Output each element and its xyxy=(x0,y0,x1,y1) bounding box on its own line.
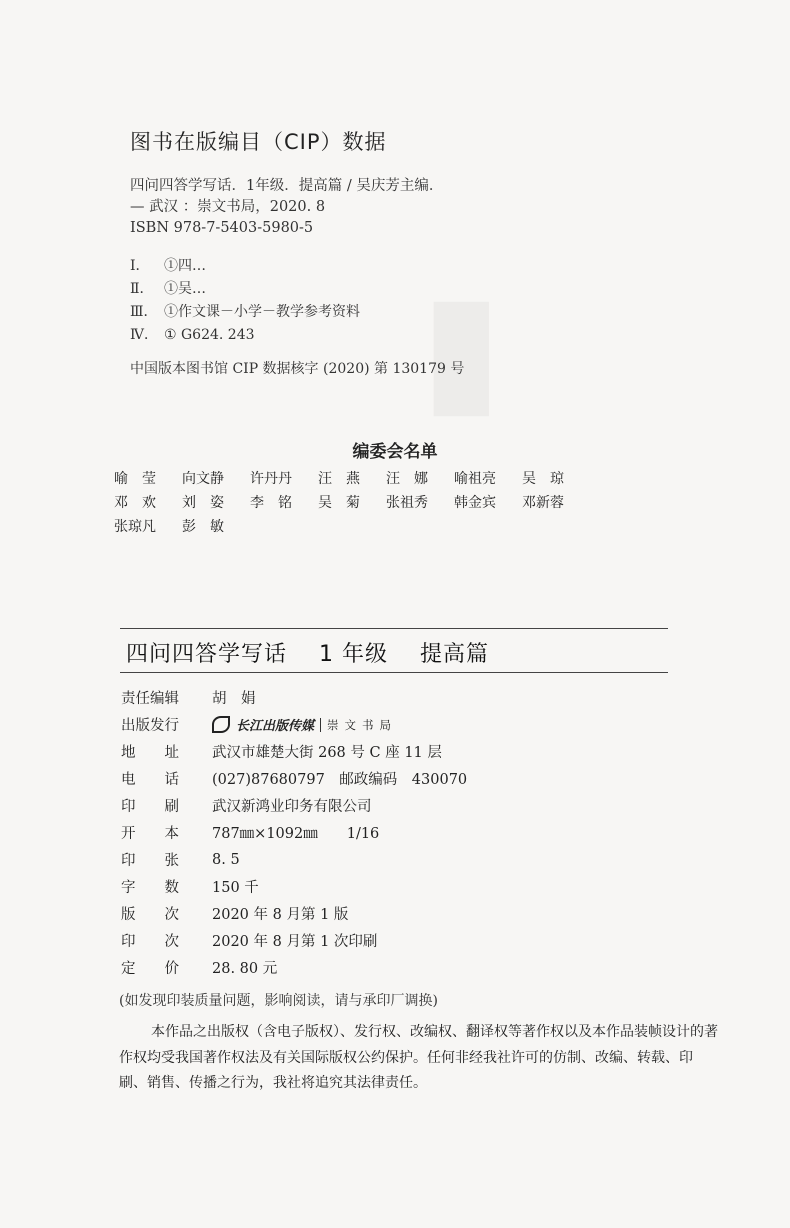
info-row-publisher: 出版发行 长江出版传媒 崇文书局 xyxy=(121,711,467,738)
info-row-sheets: 印 张 8. 5 xyxy=(121,851,240,869)
info-row-editor: 责任编辑 胡 娟 xyxy=(121,691,256,707)
board-member: 吴 琼 xyxy=(522,471,564,487)
board-member: 张祖秀 xyxy=(386,495,428,511)
info-row-wordcount: 字 数 150 千 xyxy=(121,880,259,896)
board-member: 张琼凡 xyxy=(114,519,156,535)
board-member: 喻 莹 xyxy=(114,471,156,487)
cip-record xyxy=(130,176,443,239)
info-row-printing: 印 次 2020 年 8 月第 1 次印刷 xyxy=(121,934,378,950)
library-cip-number: 中国版本图书馆 CIP 数据核字 (2020) 第 130179 号 xyxy=(130,361,465,377)
divider-top xyxy=(120,628,668,629)
changjiang-logo-icon xyxy=(212,716,230,733)
cip-record-line: 四问四答学写话．1年级．提高篇 / 吴庆芳主编． xyxy=(130,178,444,194)
classification-row: Ⅰ． ①四… xyxy=(130,258,206,274)
classification-row: Ⅱ． ①吴… xyxy=(130,281,206,297)
board-row xyxy=(114,515,590,539)
info-row-phone: 电 话 (027)87680797 邮政编码 430070 xyxy=(121,772,468,788)
board-member: 汪 娜 xyxy=(386,471,428,487)
show-through-ghost: ▮ xyxy=(420,260,503,434)
book-title-level: 提高篇 xyxy=(420,642,490,667)
classification-row: Ⅲ． ①作文课－小学－教学参考资料 xyxy=(130,304,360,320)
book-title-grade: 1 年级 xyxy=(319,642,389,667)
logo-separator xyxy=(320,718,321,732)
board-member: 刘 姿 xyxy=(182,495,224,511)
board-member: 李 铭 xyxy=(250,495,292,511)
book-title-main: 四问四答学写话 xyxy=(126,642,288,667)
cip-classification xyxy=(130,255,360,347)
board-member: 吴 菊 xyxy=(318,495,360,511)
board-member: 向文静 xyxy=(182,471,224,487)
info-row-address: 地 址 武汉市雄楚大街 268 号 C 座 11 层 xyxy=(121,745,442,761)
board-row xyxy=(114,467,590,491)
quality-note: (如发现印装质量问题，影响阅读，请与承印厂调换) xyxy=(119,993,438,1009)
info-row-printer: 印 刷 武汉新鸿业印务有限公司 xyxy=(121,799,372,815)
cip-heading: 图书在版编目（CIP）数据 xyxy=(130,130,387,154)
board-member: 喻祖亮 xyxy=(454,471,496,487)
publisher-logo: 长江出版传媒 崇文书局 xyxy=(212,715,397,734)
classification-row: Ⅳ． ① G624. 243 xyxy=(130,327,255,343)
info-row-price: 定 价 28. 80 元 xyxy=(121,961,278,977)
cip-record-line: — 武汉 ：崇文书局，2020. 8 xyxy=(130,199,326,215)
board-member: 汪 燕 xyxy=(318,471,360,487)
board-member: 韩金宾 xyxy=(454,495,496,511)
info-row-edition: 版 次 2020 年 8 月第 1 版 xyxy=(121,907,349,923)
copyright-statement: 本作品之出版权（含电子版权）、发行权、改编权、翻译权等著作权以及本作品装帧设计的著作权均受我国著作权法及有关国际版权公约保护。任何非经我社许可的仿制、改编、转载、印刷、销售、传播之行为，我社将追究其法律责任。 xyxy=(119,1024,718,1091)
board-row xyxy=(114,491,590,515)
divider-bottom xyxy=(120,672,668,673)
editorial-board-list xyxy=(114,467,590,539)
info-row-format: 开 本 787㎜×1092㎜ 1/16 xyxy=(121,826,380,842)
board-member: 彭 敏 xyxy=(182,519,224,535)
book-title xyxy=(126,637,513,668)
publication-info xyxy=(121,684,467,981)
board-member: 邓新蓉 xyxy=(522,495,564,511)
board-member: 许丹丹 xyxy=(250,471,292,487)
editorial-board-heading: 编委会名单 xyxy=(352,442,438,462)
board-member: 邓 欢 xyxy=(114,495,156,511)
cip-isbn: ISBN 978-7-5403-5980-5 xyxy=(130,220,314,236)
